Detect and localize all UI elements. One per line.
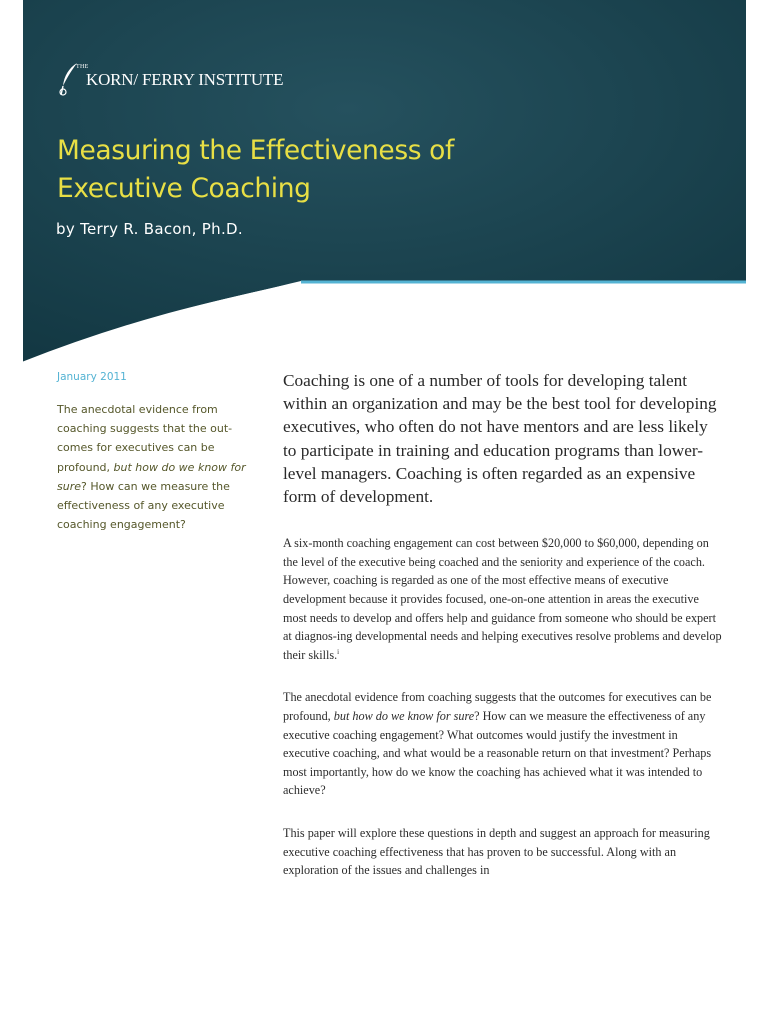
title-line-2: Executive Coaching — [57, 173, 311, 204]
lead-paragraph: Coaching is one of a number of tools for developing talent within an organization and may be the best tool for developing executives, who often do not have mentors and are less likely to participate in training and education programs than lower-level managers. Coaching is often regarded as an expensive form of development. — [283, 371, 717, 507]
publication-date: January 2011 — [57, 371, 127, 383]
logo-text: KORN/ FERRY INSTITUTE — [86, 70, 284, 89]
paragraph-2-text-2: ? How can we measure the effectiveness of any executive coaching engagement? What outcomes would justify the investment in executive coaching, and what would be a reasonable return on that investment? Perhaps most importantly, how do we know the coaching has achieved what it was intended to achieve? — [283, 708, 712, 798]
main-column — [283, 369, 723, 904]
sidebar-text-1: The anecdotal evidence from coaching suggests that the out-comes for executives can be profound, — [57, 403, 233, 474]
paragraph-1-text: A six-month coaching engagement can cost between $20,000 to $60,000, depending on the level of the executive being coached and the seniority and experience of the coach. However, coaching is regarded as one of the most effective means of executive development because it provides focused, one-on-one attention in areas the executive most needs to develop and offers help and guidance from someone who should be expert at diagnos-ing developmental needs and helping executives resolve problems and develop their skills. — [283, 536, 722, 662]
sidebar-text-italic: but how do we know for sure — [57, 460, 246, 493]
footnote-marker: i — [337, 647, 340, 656]
sidebar-pull-quote — [57, 400, 257, 534]
header-banner — [23, 0, 746, 362]
logo-prefix: THE — [76, 64, 89, 70]
paragraph-2-italic: but how do we know for sure — [333, 708, 475, 723]
page-title — [57, 132, 697, 208]
body-paragraph-3: This paper will explore these questions in depth and suggest an approach for measuring executive coaching effectiveness that has proven to be successful. Along with an exploration of the issues and challenges in — [283, 825, 710, 878]
body-paragraph-2 — [283, 688, 723, 800]
title-line-1: Measuring the Effectiveness of — [57, 135, 454, 166]
paragraph-2-text-1: The anecdotal evidence from coaching suggests that the outcomes for executives can be profound, — [283, 690, 712, 723]
body-paragraph-1 — [283, 534, 723, 664]
author-byline: by Terry R. Bacon, Ph.D. — [56, 220, 243, 238]
sidebar-text-2: ? How can we measure the effectiveness of any executive coaching engagement? — [57, 479, 230, 532]
